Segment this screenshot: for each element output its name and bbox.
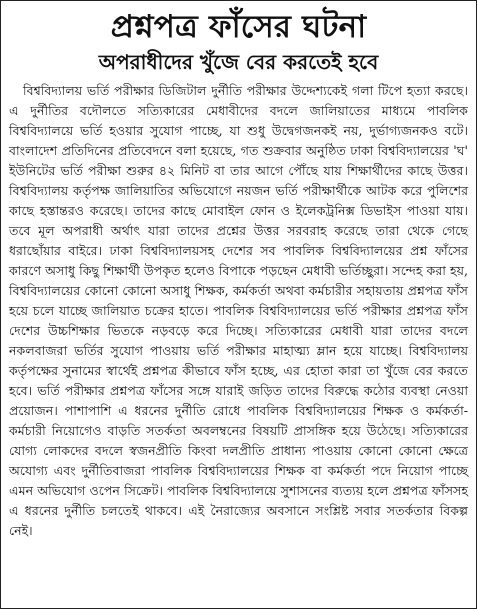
article-subheadline: অপরাধীদের খুঁজে বের করতেই হবে bbox=[98, 50, 379, 74]
article-headline: প্রশ্নপত্র ফাঁসের ঘটনা bbox=[110, 9, 367, 45]
article-body: বিশ্ববিদ্যালয় ভর্তি পরীক্ষার ডিজিটাল দুর্নীতি পরীক্ষার উদ্দেশ্যকেই গলা টিপে হত্যা করছে। এ দুর্নীতির বদৌলতে সত্যিকারের মেধাবীদের বদলে জালিয়াতের মাধ্যমে পাবলিক বিশ্ববিদ্যালয়ে ভর্তি হওয়ার সুযোগ পাচ্ছে, যা শুধু উদ্বেগজনকই নয়, দুর্ভাগ্যজনকও বটে। বাংলাদেশ প্রতিদিনের প্রতিবেদনে বলা হয়েছে, গত শুক্রবার অনুষ্ঠিত ঢাকা বিশ্ববিদ্যালয়ের 'ঘ' ইউনিটের ভর্তি পরীক্ষা শুরুর ৪২ মিনিট বা তার আগে পৌঁছে যায় শিক্ষার্থীদের কাছে উত্তর। বিশ্ববিদ্যালয় কর্তৃপক্ষ জালিয়াতির অভিযোগে নয়জন ভর্তি পরীক্ষার্থীকে আটক করে পুলিশের কাছে হস্তান্তরও করেছে। তাদের কাছে মোবাইল ফোন ও ইলেকট্রনিক্স ডিভাইস পাওয়া যায়। তবে মূল অপরাধী অর্থাৎ যারা তাদের প্রশ্নের উত্তর সরবরাহ করেছে তারা থেকে গেছে ধরাছোঁয়ার বাইরে। ঢাকা বিশ্ববিদ্যালয়সহ দেশের সব পাবলিক বিশ্ববিদ্যালয়ের প্রশ্ন ফাঁসের কারণে অসাধু কিছু শিক্ষার্থী উপকৃত হলেও বিপাকে পড়ছেন মেধাবী ভর্তিচ্ছুরা। সন্দেহ করা হয়, বিশ্ববিদ্যালয়ের কোনো কোনো অসাধু শিক্ষক, কর্মকর্তা অথবা কর্মচারীর সহায়তায় প্রশ্নপত্র ফাঁস হয়ে চলে যাচ্ছে জালিয়াত চক্রের হাতে। পাবলিক বিশ্ববিদ্যালয়ের ভর্তি পরীক্ষার প্রশ্নপত্র ফাঁস দেশের উচ্চশিক্ষার ভিতকে নড়বড়ে করে দিচ্ছে। সত্যিকারের মেধাবী যারা তাদের বদলে নকলবাজরা ভর্তির সুযোগ পাওয়ায় ভর্তি পরীক্ষার মাহাত্ম্য ম্লান হয়ে যাচ্ছে। বিশ্ববিদ্যালয় কর্তৃপক্ষের সুনামের স্বার্থেই প্রশ্নপত্র কীভাবে ফাঁস হচ্ছে, এর হোতা কারা তা খুঁজে বের করতে হবে। ভর্তি পরীক্ষার প্রশ্নপত্র ফাঁসের সঙ্গে যারাই জড়িত তাদের বিরুদ্ধে কঠোর ব্যবস্থা নেওয়া প্রয়োজন। পাশাপাশি এ ধরনের দুর্নীতি রোধে পাবলিক বিশ্ববিদ্যালয়ের শিক্ষক ও কর্মকর্তা-কর্মচারী নিয়োগেও বাড়তি সতর্কতা অবলম্বনের বিষয়টি প্রাসঙ্গিক হয়ে উঠেছে। সত্যিকারের যোগ্য লোকদের বদলে স্বজনপ্রীতি কিংবা দলপ্রীতি প্রাধান্য পাওয়ায় কোনো কোনো ক্ষেত্রে অযোগ্য এবং দুর্নীতিবাজরা পাবলিক বিশ্ববিদ্যালয়ের শিক্ষক বা কর্মকর্তা পদে নিয়োগ পাচ্ছে এমন অভিযোগ ওপেন সিক্রেট। পাবলিক বিশ্ববিদ্যালয়ে সুশাসনের ব্যত্যয় হলে প্রশ্নপত্র ফাঁসসহ এ ধরনের দুর্নীতি চলতেই থাকবে। এই নৈরাজ্যের অবসানে সংশ্লিষ্ট সবার সতর্কতার বিকল্প নেই। bbox=[9, 83, 468, 538]
editorial-article bbox=[9, 7, 468, 603]
